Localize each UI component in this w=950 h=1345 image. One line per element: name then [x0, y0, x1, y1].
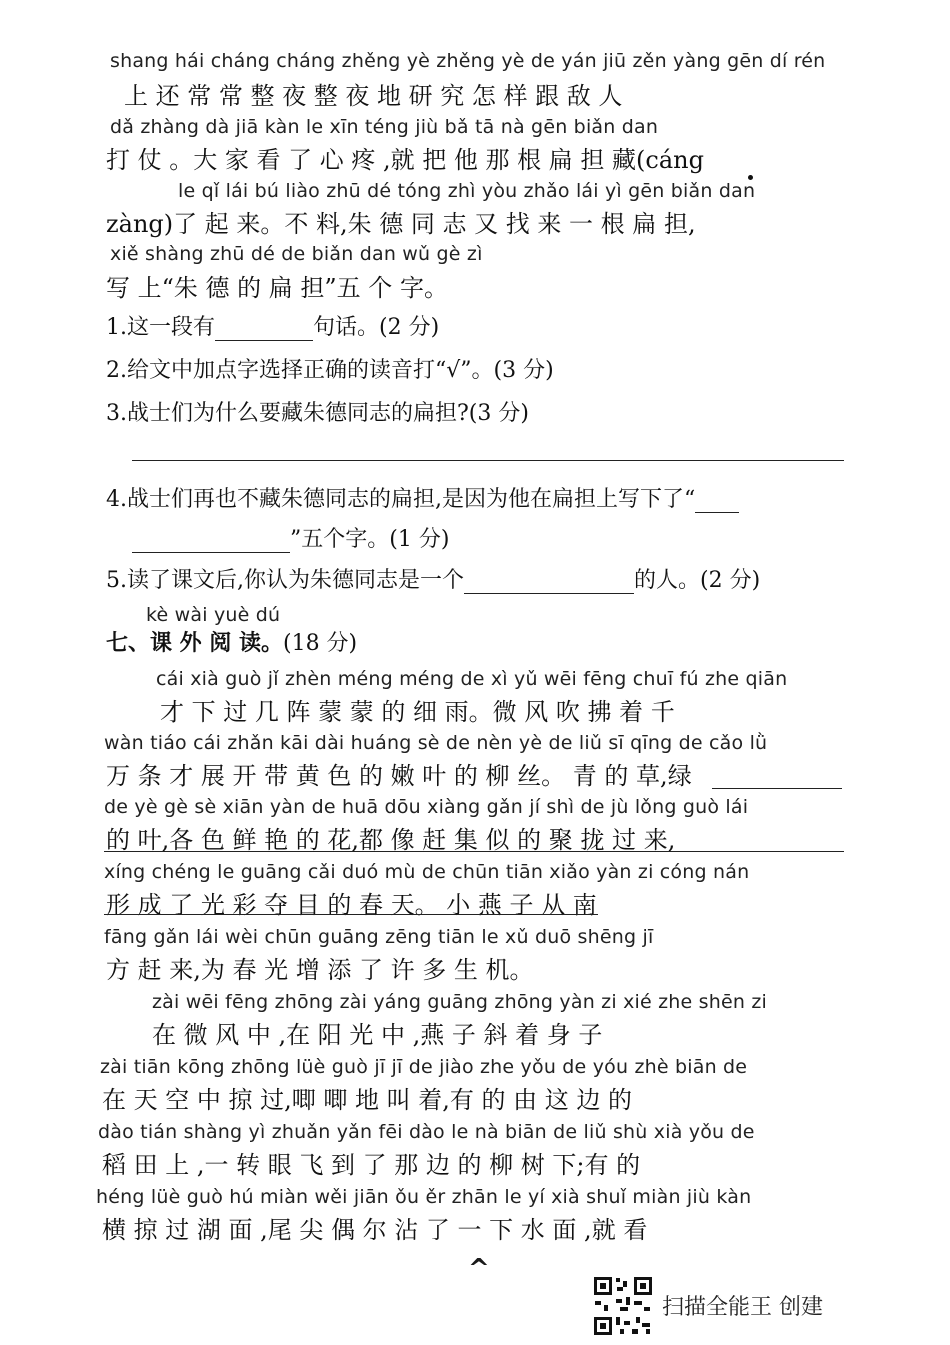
hanzi-line: 上 还 常 常 整 夜 整 夜 地 研 究 怎 样 跟 敌 人: [124, 82, 623, 110]
question-1-score: 句话。(2 分): [313, 315, 440, 340]
question-4: [106, 482, 739, 513]
caret-text: ^: [468, 1254, 490, 1284]
answer-blank[interactable]: [464, 571, 634, 594]
pinyin-line: zài tiān kōng zhōng lüè guò jī jī de jiào zhe yǒu de yóu zhè biān de: [100, 1056, 748, 1078]
question-2: 2.给文中加点字选择正确的读音打“√”。(3 分): [106, 358, 554, 383]
hanzi-line: 打 仗 。大 家 看 了 心 疼 ,就 把 他 那 根 扁 担 藏(cáng: [106, 146, 704, 174]
pinyin-line: le qǐ lái bú liào zhū dé tóng zhì yòu zhǎo lái yì gēn biǎn dan: [178, 180, 756, 202]
pinyin-line: wàn tiáo cái zhǎn kāi dài huáng sè de nèn yè de liǔ sī qīng de cǎo lǜ: [104, 732, 768, 754]
section-title-text: 七、课 外 阅 读。: [106, 630, 283, 656]
answer-blank[interactable]: [215, 318, 313, 341]
hanzi-line: 在 天 空 中 掠 过,唧 唧 地 叫 着,有 的 由 这 边 的: [102, 1086, 633, 1114]
underline-mark: [104, 914, 598, 915]
question-5-text: 5.读了课文后,你认为朱德同志是一个: [106, 568, 464, 593]
pinyin-line: dǎ zhàng dà jiā kàn le xīn téng jiù bǎ tā nà gēn biǎn dan: [110, 116, 659, 138]
pinyin-line: kè wài yuè dú: [146, 604, 281, 626]
hanzi-line: 形 成 了 光 彩 夺 目 的 春 天。 小 燕 子 从 南: [106, 891, 597, 919]
question-4-text: 4.战士们再也不藏朱德同志的扁担,是因为他在扁担上写下了“: [106, 487, 696, 512]
underline-mark: [104, 851, 844, 852]
pinyin-line: xiě shàng zhū dé de biǎn dan wǔ gè zì: [110, 243, 483, 265]
question-5: [106, 563, 760, 594]
pinyin-line: xíng chéng le guāng cǎi duó mù de chūn tiān xiǎo yàn zi cóng nán: [104, 861, 750, 883]
hanzi-line: 方 赶 来,为 春 光 增 添 了 许 多 生 机。: [106, 956, 534, 984]
answer-blank[interactable]: [132, 530, 290, 553]
section-score: (18 分): [282, 631, 358, 656]
question-4-score: ”五个字。(1 分): [290, 527, 450, 552]
pinyin-line: cái xià guò jǐ zhèn méng méng de xì yǔ wēi fēng chuī fú zhe qiān: [156, 668, 788, 690]
pinyin-line: dào tián shàng yì zhuǎn yǎn fēi dào le nà biān de liǔ shù xià yǒu de: [98, 1121, 755, 1143]
question-1: [106, 310, 439, 341]
pinyin-line: fāng gǎn lái wèi chūn guāng zēng tiān le xǔ duō shēng jī: [104, 926, 654, 948]
hanzi-line: 在 微 风 中 ,在 阳 光 中 ,燕 子 斜 着 身 子: [152, 1021, 603, 1049]
hanzi-line: zàng)了 起 来。不 料,朱 德 同 志 又 找 来 一 根 扁 担,: [106, 210, 696, 238]
question-5-score: 的人。(2 分): [634, 568, 761, 593]
pinyin-line: zài wēi fēng zhōng zài yáng guāng zhōng yàn zi xié zhe shēn zi: [152, 991, 768, 1013]
hanzi-line: 写 上“朱 德 的 扁 担”五 个 字。: [106, 274, 448, 302]
pinyin-line: de yè gè sè xiān yàn de huā dōu xiàng gǎn jí shì de jù lǒng guò lái: [104, 796, 749, 818]
question-4-cont: [132, 522, 449, 553]
caret-mark: [468, 1254, 490, 1284]
question-3: 3.战士们为什么要藏朱德同志的扁担?(3 分): [106, 401, 529, 426]
underline-mark: [712, 788, 842, 789]
pinyin-line: shang hái cháng cháng zhěng yè zhěng yè de yán jiū zěn yàng gēn dí rén: [110, 50, 826, 72]
hanzi-line: 的 叶,各 色 鲜 艳 的 花,都 像 赶 集 似 的 聚 拢 过 来,: [106, 826, 676, 854]
hanzi-line: 万 条 才 展 开 带 黄 色 的 嫩 叶 的 柳 丝。 青 的 草,绿: [106, 762, 692, 790]
scanner-watermark: 扫描全能王 创建: [662, 1295, 823, 1320]
question-1-text: 1.这一段有: [106, 315, 215, 340]
section-title: [106, 626, 357, 657]
answer-line[interactable]: [132, 460, 844, 461]
hanzi-line: 横 掠 过 湖 面 ,尾 尖 偶 尔 沾 了 一 下 水 面 ,就 看: [102, 1216, 648, 1244]
hanzi-line: 才 下 过 几 阵 蒙 蒙 的 细 雨。微 风 吹 拂 着 千: [160, 698, 675, 726]
pinyin-line: héng lüè guò hú miàn wěi jiān ǒu ěr zhān le yí xià shuǐ miàn jiù kàn: [96, 1186, 752, 1208]
answer-blank[interactable]: [695, 490, 739, 513]
qr-code-icon: [592, 1275, 654, 1337]
hanzi-line: 稻 田 上 ,一 转 眼 飞 到 了 那 边 的 柳 树 下;有 的: [102, 1151, 641, 1179]
